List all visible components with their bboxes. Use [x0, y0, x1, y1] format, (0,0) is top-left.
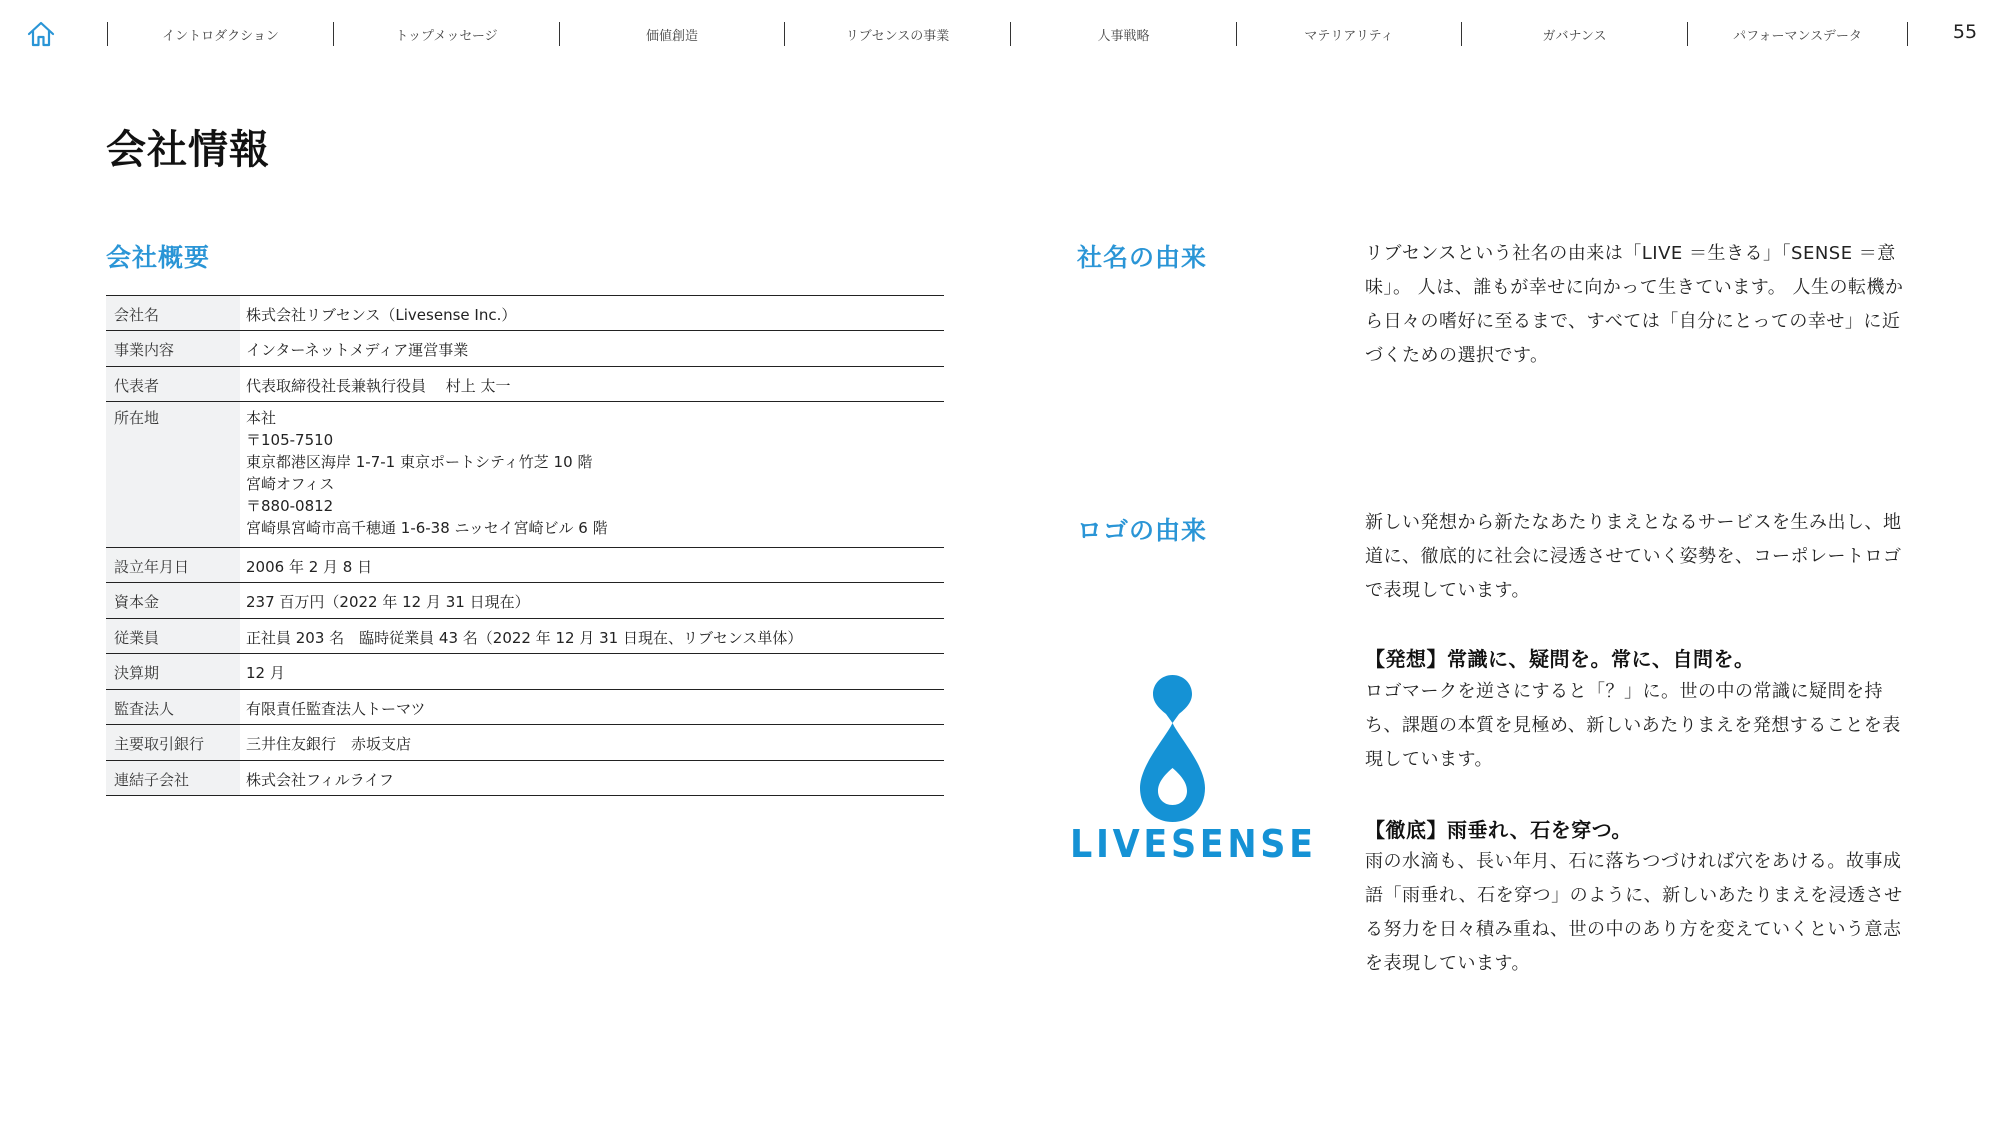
table-value-cell: [240, 654, 944, 690]
nav-item-performance-data[interactable]: パフォーマンスデータ: [1687, 22, 1907, 46]
table-key-cell: 監査法人: [106, 690, 240, 725]
table-value-cell: [240, 761, 944, 796]
table-value-line: 〒880-0812: [246, 497, 334, 515]
table-value-cell: [240, 296, 944, 331]
table-key-cell: 決算期: [106, 654, 240, 690]
table-key-cell: 所在地: [106, 402, 240, 548]
nav-divider: [1907, 22, 1908, 46]
home-icon[interactable]: [26, 20, 56, 48]
nav-item-materiality[interactable]: マテリアリティ: [1236, 22, 1461, 46]
table-value-line: 〒105-7510: [246, 431, 334, 449]
table-row: [106, 725, 944, 761]
table-value-line: 2006 年 2 月 8 日: [246, 558, 373, 576]
table-row: [106, 690, 944, 725]
nav-item-governance[interactable]: ガバナンス: [1461, 22, 1687, 46]
table-value-cell: [240, 619, 944, 654]
name-origin-heading: 社名の由来: [1077, 243, 1208, 272]
logo-point2-text: 雨の水滴も、長い年月、石に落ちつづければ穴をあける。故事成語「雨垂れ、石を穿つ」のように、新しいあたりまえを浸透させる努力を日々積み重ね、世の中のあり方を変えていくという意志を表現しています。: [1365, 851, 1903, 974]
table-key-cell: 設立年月日: [106, 548, 240, 583]
table-value-line: 三井住友銀行 赤坂支店: [246, 735, 412, 753]
table-value-line: 東京都港区海岸 1-7-1 東京ポートシティ竹芝 10 階: [246, 453, 593, 471]
logo-origin-heading: ロゴの由来: [1077, 516, 1208, 545]
table-value-line: 株式会社リブセンス（Livesense Inc.）: [246, 306, 517, 324]
table-row: [106, 402, 944, 548]
table-value-line: 代表取締役社長兼執行役員 村上 太一: [246, 377, 511, 395]
table-value-cell: [240, 402, 944, 548]
name-origin-text: リブセンスという社名の由来は「LIVE ＝生きる」「SENSE ＝意味」。 人は、誰もが幸せに向かって生きています。 人生の転機から日々の嗜好に至るまで、すべては「自分にとっての幸せ」に近づくための選択です。: [1365, 243, 1904, 366]
nav-item-top-message[interactable]: トップメッセージ: [333, 22, 559, 46]
logo-point1-title: 【発想】常識に、疑問を。常に、自問を。: [1365, 647, 1755, 671]
table-value-cell: [240, 725, 944, 761]
table-value-line: 237 百万円（2022 年 12 月 31 日現在）: [246, 593, 530, 611]
overview-heading: 会社概要: [106, 243, 211, 272]
table-key-cell: 事業内容: [106, 331, 240, 367]
table-value-line: 宮崎オフィス: [246, 475, 335, 493]
table-row: [106, 654, 944, 690]
table-row: [106, 619, 944, 654]
nav-item-value-creation[interactable]: 価値創造: [559, 22, 784, 46]
logo-point2-title: 【徹底】雨垂れ、石を穿つ。: [1365, 818, 1632, 842]
table-key-cell: 従業員: [106, 619, 240, 654]
table-row: [106, 548, 944, 583]
table-key-cell: 会社名: [106, 296, 240, 331]
table-value-line: インターネットメディア運営事業: [246, 341, 469, 359]
table-value-line: 12 月: [246, 664, 285, 682]
page-number: 55: [1952, 21, 1978, 43]
table-row: [106, 296, 944, 331]
table-value-cell: [240, 367, 944, 402]
livesense-logo-wordmark: LIVESENSE: [1070, 822, 1317, 866]
table-row: [106, 367, 944, 402]
top-navigation: [0, 0, 2000, 66]
logo-origin-intro: 新しい発想から新たなあたりまえとなるサービスを生み出し、地道に、徹底的に社会に浸透させていく姿勢を、コーポレートロゴで表現しています。: [1365, 512, 1902, 601]
table-key-cell: 連結子会社: [106, 761, 240, 796]
table-key-cell: 主要取引銀行: [106, 725, 240, 761]
table-value-cell: [240, 690, 944, 725]
table-value-cell: [240, 548, 944, 583]
table-value-line: 有限責任監査法人トーマツ: [246, 700, 426, 718]
nav-item-business[interactable]: リブセンスの事業: [784, 22, 1010, 46]
table-value-line: 本社: [246, 409, 277, 427]
page-title: 会社情報: [106, 127, 270, 173]
company-overview-table: [106, 295, 944, 796]
table-key-cell: 代表者: [106, 367, 240, 402]
table-value-line: 株式会社フィルライフ: [246, 771, 394, 789]
table-row: [106, 583, 944, 619]
nav-item-hr-strategy[interactable]: 人事戦略: [1010, 22, 1236, 46]
table-row: [106, 761, 944, 796]
table-row: [106, 331, 944, 367]
table-key-cell: 資本金: [106, 583, 240, 619]
nav-item-introduction[interactable]: イントロダクション: [107, 22, 333, 46]
table-value-line: 正社員 203 名 臨時従業員 43 名（2022 年 12 月 31 日現在、リブセンス単体）: [246, 629, 803, 647]
table-value-line: 宮崎県宮崎市高千穂通 1-6-38 ニッセイ宮崎ビル 6 階: [246, 519, 608, 537]
table-value-cell: [240, 583, 944, 619]
logo-point1-text: ロゴマークを逆さにすると「？」に。世の中の常識に疑問を持ち、課題の本質を見極め、新しいあたりまえを発想することを表現しています。: [1365, 681, 1901, 770]
table-value-cell: [240, 331, 944, 367]
